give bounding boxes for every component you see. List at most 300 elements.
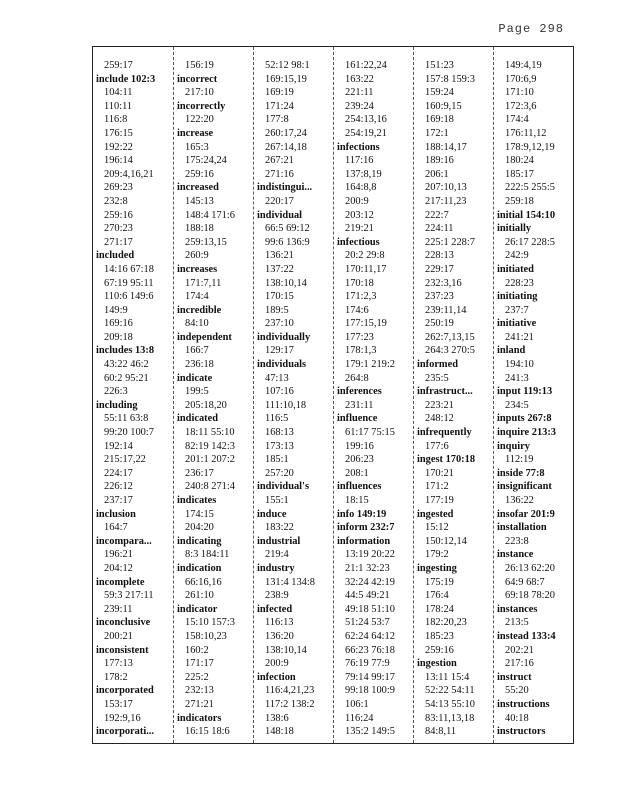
index-term: infrequently <box>417 427 472 439</box>
index-reference: 166:7 <box>185 345 209 357</box>
index-reference: 138:10,14 <box>265 644 307 656</box>
index-reference: 15:12 <box>425 522 449 534</box>
index-reference: 122:20 <box>185 114 214 126</box>
index-reference: 231:11 <box>345 399 374 411</box>
index-reference: 136:21 <box>265 250 294 262</box>
index-reference: 177:23 <box>345 331 374 343</box>
index-reference: 250:19 <box>425 318 454 330</box>
index-term: inside 77:8 <box>497 467 545 479</box>
index-reference: 259:16 <box>425 644 454 656</box>
index-reference: 178:1,3 <box>345 345 377 357</box>
index-reference: 229:17 <box>425 263 454 275</box>
index-column-4 <box>333 47 413 743</box>
index-reference: 135:2 149:5 <box>345 726 395 738</box>
index-reference: 178:9,12,19 <box>505 141 555 153</box>
index-reference: 170:18 <box>345 277 374 289</box>
index-reference: 20:2 29:8 <box>345 250 385 262</box>
index-term: industry <box>257 562 295 574</box>
index-reference: 194:10 <box>505 359 534 371</box>
index-reference: 254:19,21 <box>345 127 387 139</box>
index-term: inputs 267:8 <box>497 413 552 425</box>
index-reference: 174:4 <box>185 291 209 303</box>
index-reference: 175:19 <box>425 576 454 588</box>
index-reference: 262:7,13,15 <box>425 331 475 343</box>
index-reference: 222:7 <box>425 209 449 221</box>
index-term: increase <box>177 127 214 139</box>
index-reference: 203:12 <box>345 209 374 221</box>
index-reference: 189:16 <box>425 155 454 167</box>
index-reference: 225:1 228:7 <box>425 236 475 248</box>
index-term: indicates <box>177 495 217 506</box>
index-reference: 183:22 <box>265 522 294 534</box>
index-reference: 66:23 76:18 <box>345 644 395 656</box>
index-term: inform 232:7 <box>337 522 395 534</box>
index-reference: 104:11 <box>104 87 133 99</box>
index-reference: 219:21 <box>345 223 374 235</box>
index-reference: 217:10 <box>185 87 214 99</box>
index-reference: 192:22 <box>104 141 133 153</box>
index-reference: 264:8 <box>345 372 369 384</box>
index-reference: 84:10 <box>185 318 209 330</box>
page-label: Page 298 <box>498 22 564 36</box>
index-reference: 112:19 <box>505 454 534 466</box>
index-reference: 239:11,14 <box>425 304 467 316</box>
index-reference: 15:10 157:3 <box>185 617 235 629</box>
index-reference: 260:9 <box>185 250 209 262</box>
index-reference: 16:15 18:6 <box>185 726 230 738</box>
index-reference: 259:18 <box>505 195 534 207</box>
index-reference: 159:24 <box>425 87 454 99</box>
index-reference: 269:23 <box>104 182 133 194</box>
index-reference: 151:23 <box>425 60 454 71</box>
index-reference: 137:22 <box>265 263 294 275</box>
index-reference: 228:13 <box>425 250 454 262</box>
index-reference: 206:1 <box>425 168 449 180</box>
index-term: individuals <box>257 359 307 371</box>
index-reference: 224:11 <box>425 223 454 235</box>
index-reference: 169:19 <box>265 87 294 99</box>
index-reference: 180:24 <box>505 155 534 167</box>
index-term: initial 154:10 <box>497 209 556 221</box>
index-reference: 107:16 <box>265 386 294 398</box>
index-reference: 82:19 142:3 <box>185 440 235 452</box>
index-reference: 238:9 <box>265 590 289 602</box>
index-reference: 138:6 <box>265 712 289 724</box>
index-term: indicating <box>177 535 222 547</box>
index-term: influence <box>337 413 378 425</box>
index-reference: 32:24 42:19 <box>345 576 395 588</box>
index-reference: 226:12 <box>104 481 133 493</box>
index-column-5 <box>413 47 493 743</box>
index-reference: 83:11,13,18 <box>425 712 475 724</box>
index-reference: 55:11 63:8 <box>104 413 149 425</box>
index-reference: 172:3,6 <box>505 100 537 112</box>
index-reference: 153:17 <box>104 698 133 710</box>
index-term: increased <box>177 182 219 194</box>
index-reference: 176:15 <box>104 127 133 139</box>
index-term: incorporated <box>96 685 154 697</box>
index-term: information <box>337 535 391 547</box>
index-reference: 240:8 271:4 <box>185 481 235 493</box>
index-term: incorporati... <box>96 726 155 738</box>
index-reference: 171:17 <box>185 658 214 670</box>
index-reference: 234:5 <box>505 399 529 411</box>
index-reference: 14:16 67:18 <box>104 263 154 275</box>
index-term: inconclusive <box>96 617 151 629</box>
index-reference: 239:11 <box>104 603 133 615</box>
index-reference: 116:24 <box>345 712 374 724</box>
index-reference: 179:2 <box>425 549 449 561</box>
index-term: insignificant <box>497 481 552 493</box>
index-reference: 169:16 <box>104 318 133 330</box>
index-reference: 44:5 49:21 <box>345 590 390 602</box>
index-term: inclusion <box>96 508 136 520</box>
index-reference: 200:21 <box>104 630 133 642</box>
index-reference: 176:4 <box>425 590 449 602</box>
index-reference: 160:2 <box>185 644 209 656</box>
index-reference: 158:10,23 <box>185 630 227 642</box>
index-reference: 204:12 <box>104 562 133 574</box>
index-reference: 149:9 <box>104 304 128 316</box>
index-reference: 192:9,16 <box>104 712 141 724</box>
index-reference: 165:3 <box>185 141 209 153</box>
index-reference: 175:24,24 <box>185 155 227 167</box>
index-reference: 155:1 <box>265 495 289 506</box>
index-reference: 8:3 184:11 <box>185 549 230 561</box>
index-term: increases <box>177 263 218 275</box>
index-reference: 171:10 <box>505 87 534 99</box>
index-reference: 232:3,16 <box>425 277 462 289</box>
index-term: inland <box>497 345 526 357</box>
index-reference: 84:8,11 <box>425 726 457 738</box>
index-reference: 170:15 <box>265 291 294 303</box>
index-reference: 150:12,14 <box>425 535 467 547</box>
index-reference: 259:13,15 <box>185 236 227 248</box>
index-reference: 26:13 62:20 <box>505 562 555 574</box>
index-reference: 157:8 159:3 <box>425 73 475 85</box>
index-term: initially <box>497 223 532 235</box>
index-reference: 248:12 <box>425 413 454 425</box>
index-reference: 116:8 <box>104 114 128 126</box>
index-term: instead 133:4 <box>497 630 556 642</box>
index-reference: 170:11,17 <box>345 263 387 275</box>
index-term: informed <box>417 359 458 371</box>
index-reference: 259:16 <box>185 168 214 180</box>
index-reference: 55:20 <box>505 685 529 697</box>
index-reference: 99:6 136:9 <box>265 236 310 248</box>
index-reference: 254:13,16 <box>345 114 387 126</box>
index-reference: 189:5 <box>265 304 289 316</box>
index-reference: 59:3 217:11 <box>104 590 154 602</box>
index-term: individual <box>257 209 303 221</box>
index-reference: 261:10 <box>185 590 214 602</box>
index-reference: 145:13 <box>185 195 214 207</box>
index-term: infected <box>257 603 293 615</box>
index-reference: 217:11,23 <box>425 195 467 207</box>
index-term: indication <box>177 562 222 574</box>
index-term: industrial <box>257 535 301 547</box>
index-reference: 188:18 <box>185 223 214 235</box>
index-term: infection <box>257 671 296 683</box>
index-term: including <box>96 399 138 411</box>
index-reference: 21:1 32:23 <box>345 562 390 574</box>
index-reference: 131:4 134:8 <box>265 576 315 588</box>
index-reference: 213:5 <box>505 617 529 629</box>
index-reference: 208:1 <box>345 467 369 479</box>
index-term: included <box>96 250 135 262</box>
index-term: independent <box>177 331 232 343</box>
index-reference: 117:16 <box>345 155 374 167</box>
index-reference: 170:21 <box>425 467 454 479</box>
index-reference: 185:1 <box>265 454 289 466</box>
index-reference: 49:18 51:10 <box>345 603 395 615</box>
index-reference: 170:6,9 <box>505 73 537 85</box>
index-reference: 226:3 <box>104 386 128 398</box>
index-reference: 260:17,24 <box>265 127 307 139</box>
index-reference: 196:14 <box>104 155 133 167</box>
index-term: include 102:3 <box>96 73 156 85</box>
index-reference: 164:7 <box>104 522 128 534</box>
index-term: instructors <box>497 726 546 738</box>
index-reference: 177:15,19 <box>345 318 387 330</box>
index-reference: 241:21 <box>505 331 534 343</box>
index-term: incomplete <box>96 576 145 588</box>
index-reference: 223:21 <box>425 399 454 411</box>
index-reference: 69:18 78:20 <box>505 590 555 602</box>
index-term: indicator <box>177 603 218 615</box>
index-reference: 228:23 <box>505 277 534 289</box>
index-term: indicators <box>177 712 222 724</box>
index-reference: 259:17 <box>104 60 133 71</box>
index-term: inconsistent <box>96 644 149 656</box>
index-reference: 219:4 <box>265 549 289 561</box>
index-reference: 66:5 69:12 <box>265 223 310 235</box>
index-reference: 79:14 99:17 <box>345 671 395 683</box>
index-reference: 271:16 <box>265 168 294 180</box>
index-reference: 136:22 <box>505 495 534 506</box>
index-reference: 177:19 <box>425 495 454 506</box>
index-reference: 111:10,18 <box>265 399 307 411</box>
index-reference: 270:23 <box>104 223 133 235</box>
index-reference: 178:24 <box>425 603 454 615</box>
index-reference: 110:11 <box>104 100 133 112</box>
index-term: induce <box>257 508 287 520</box>
index-reference: 60:2 95:21 <box>104 372 149 384</box>
index-reference: 171:2 <box>425 481 449 493</box>
index-term: initiated <box>497 263 534 275</box>
index-reference: 13:11 15:4 <box>425 671 470 683</box>
index-reference: 199:16 <box>345 440 374 452</box>
index-reference: 220:17 <box>265 195 294 207</box>
index-reference: 171:2,3 <box>345 291 377 303</box>
index-reference: 40:18 <box>505 712 529 724</box>
index-reference: 169:18 <box>425 114 454 126</box>
index-reference: 156:19 <box>185 60 214 71</box>
index-reference: 61:17 75:15 <box>345 427 395 439</box>
index-term: indistingui... <box>257 182 313 194</box>
index-term: installation <box>497 522 547 534</box>
index-term: ingest 170:18 <box>417 454 476 466</box>
index-reference: 117:2 138:2 <box>265 698 315 710</box>
index-term: instruct <box>497 671 532 683</box>
index-reference: 138:10,14 <box>265 277 307 289</box>
index-term: influences <box>337 481 382 493</box>
index-reference: 110:6 149:6 <box>104 291 154 303</box>
index-reference: 76:19 77:9 <box>345 658 390 670</box>
index-reference: 201:1 207:2 <box>185 454 235 466</box>
index-reference: 242:9 <box>505 250 529 262</box>
index-reference: 257:20 <box>265 467 294 479</box>
index-reference: 163:22 <box>345 73 374 85</box>
index-term: initiative <box>497 318 537 330</box>
index-reference: 236:17 <box>185 467 214 479</box>
index-reference: 47:13 <box>265 372 289 384</box>
index-reference: 54:13 55:10 <box>425 698 475 710</box>
index-term: individually <box>257 331 311 343</box>
index-reference: 237:10 <box>265 318 294 330</box>
index-column-1 <box>93 47 173 743</box>
index-reference: 52:12 98:1 <box>265 60 310 71</box>
index-reference: 171:7,11 <box>185 277 222 289</box>
index-term: indicated <box>177 413 218 425</box>
index-reference: 204:20 <box>185 522 214 534</box>
index-reference: 222:5 255:5 <box>505 182 555 194</box>
index-reference: 199:5 <box>185 386 209 398</box>
index-column-6 <box>493 47 575 743</box>
index-term: incomparа... <box>96 535 152 547</box>
index-reference: 206:23 <box>345 454 374 466</box>
index-reference: 169:15,19 <box>265 73 307 85</box>
index-reference: 205:18,20 <box>185 399 227 411</box>
index-reference: 99:20 100:7 <box>104 427 154 439</box>
index-reference: 235:5 <box>425 372 449 384</box>
index-term: insofar 201:9 <box>497 508 555 520</box>
index-reference: 62:24 64:12 <box>345 630 395 642</box>
index-column-2 <box>173 47 253 743</box>
index-term: ingested <box>417 508 454 520</box>
index-reference: 129:17 <box>265 345 294 357</box>
index-reference: 185:17 <box>505 168 534 180</box>
index-reference: 202:21 <box>505 644 534 656</box>
index-reference: 164:8,8 <box>345 182 377 194</box>
index-reference: 174:15 <box>185 508 214 520</box>
index-reference: 241:3 <box>505 372 529 384</box>
index-reference: 271:17 <box>104 236 133 248</box>
index-term: instructions <box>497 698 550 710</box>
index-reference: 267:21 <box>265 155 294 167</box>
index-reference: 239:24 <box>345 100 374 112</box>
index-reference: 161:22,24 <box>345 60 387 71</box>
index-reference: 179:1 219:2 <box>345 359 395 371</box>
index-reference: 209:18 <box>104 331 133 343</box>
index-reference: 207:10,13 <box>425 182 467 194</box>
index-term: incorrect <box>177 73 218 85</box>
index-term: ingesting <box>417 562 457 574</box>
index-reference: 188:14,17 <box>425 141 467 153</box>
index-reference: 237:23 <box>425 291 454 303</box>
index-reference: 177:6 <box>425 440 449 452</box>
index-term: infectious <box>337 236 380 248</box>
index-reference: 99:18 100:9 <box>345 685 395 697</box>
index-reference: 106:1 <box>345 698 369 710</box>
index-term: includes 13:8 <box>96 345 155 357</box>
index-reference: 116:4,21,23 <box>265 685 315 697</box>
index-reference: 43:22 46:2 <box>104 359 149 371</box>
index-reference: 267:14,18 <box>265 141 307 153</box>
index-reference: 232:8 <box>104 195 128 207</box>
index-reference: 185:23 <box>425 630 454 642</box>
index-term: inquiry <box>497 440 530 452</box>
index-term: indicate <box>177 372 213 384</box>
index-reference: 215:17,22 <box>104 454 146 466</box>
index-term: initiating <box>497 291 538 303</box>
index-reference: 221:11 <box>345 87 374 99</box>
index-reference: 192:14 <box>104 440 133 452</box>
index-reference: 13:19 20:22 <box>345 549 395 561</box>
index-term: infections <box>337 141 380 153</box>
index-reference: 137:8,19 <box>345 168 382 180</box>
index-term: inferences <box>337 386 382 398</box>
index-reference: 66:16,16 <box>185 576 222 588</box>
index-reference: 18:11 55:10 <box>185 427 235 439</box>
word-index-table <box>92 46 574 744</box>
index-reference: 224:17 <box>104 467 133 479</box>
index-reference: 149:4,19 <box>505 60 542 71</box>
index-reference: 148:4 171:6 <box>185 209 235 221</box>
index-reference: 200:9 <box>345 195 369 207</box>
index-reference: 174:4 <box>505 114 529 126</box>
index-reference: 209:4,16,21 <box>104 168 154 180</box>
index-term: ingestion <box>417 658 457 670</box>
index-term: incorrectly <box>177 100 226 112</box>
index-reference: 172:1 <box>425 127 449 139</box>
index-reference: 176:11,12 <box>505 127 547 139</box>
index-reference: 200:9 <box>265 658 289 670</box>
index-reference: 182:20,23 <box>425 617 467 629</box>
index-reference: 232:13 <box>185 685 214 697</box>
index-term: incredible <box>177 304 222 316</box>
index-reference: 160:9,15 <box>425 100 462 112</box>
index-reference: 67:19 95:11 <box>104 277 154 289</box>
index-reference: 18:15 <box>345 495 369 506</box>
index-reference: 271:21 <box>185 698 214 710</box>
index-reference: 223:8 <box>505 535 529 547</box>
index-term: instances <box>497 603 538 615</box>
index-term: info 149:19 <box>337 508 387 520</box>
index-reference: 173:13 <box>265 440 294 452</box>
index-term: infrastruct... <box>417 386 473 398</box>
index-reference: 64:9 68:7 <box>505 576 545 588</box>
index-reference: 51:24 53:7 <box>345 617 390 629</box>
index-reference: 178:2 <box>104 671 128 683</box>
index-reference: 174:6 <box>345 304 369 316</box>
index-reference: 236:18 <box>185 359 214 371</box>
index-reference: 168:13 <box>265 427 294 439</box>
index-reference: 237:17 <box>104 495 133 506</box>
index-reference: 217:16 <box>505 658 534 670</box>
index-term: instance <box>497 549 534 561</box>
index-term: individual's <box>257 481 309 493</box>
index-reference: 177:8 <box>265 114 289 126</box>
index-reference: 177:13 <box>104 658 133 670</box>
index-reference: 259:16 <box>104 209 133 221</box>
index-reference: 52:22 54:11 <box>425 685 475 697</box>
index-reference: 196:21 <box>104 549 133 561</box>
index-reference: 136:20 <box>265 630 294 642</box>
index-reference: 264:3 270:5 <box>425 345 475 357</box>
index-term: input 119:13 <box>497 386 553 398</box>
index-reference: 116:5 <box>265 413 289 425</box>
